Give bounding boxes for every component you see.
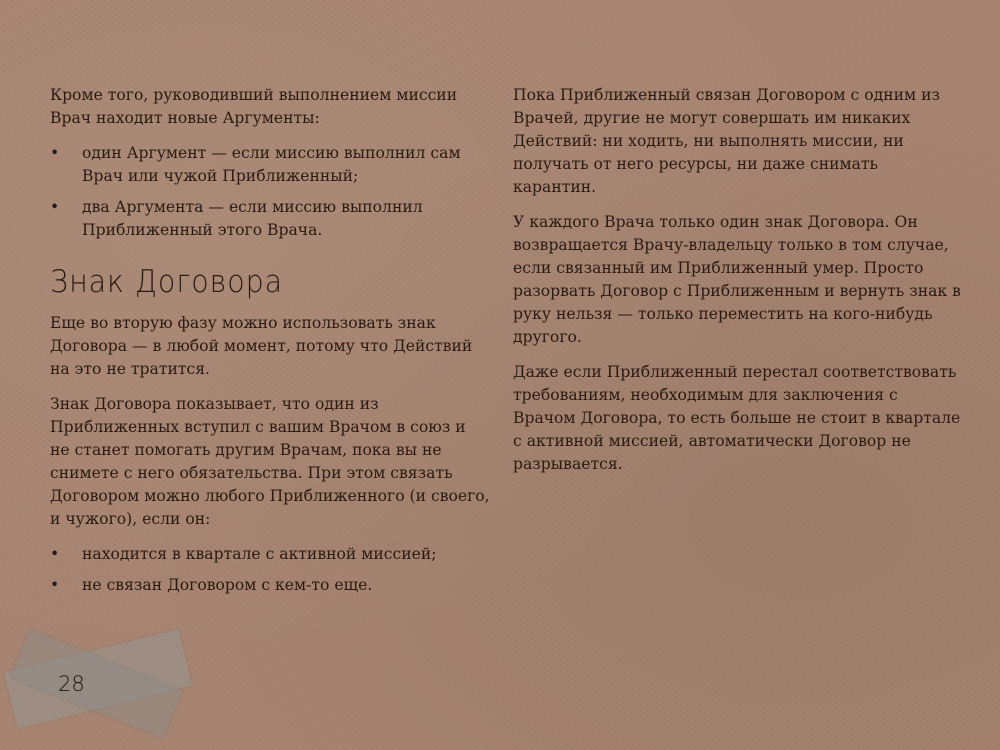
bullet-icon: • — [50, 545, 60, 563]
list-item — [50, 142, 490, 188]
body-paragraph: У каждого Врача только один знак Договора. Он возвращается Врачу-владельцу только в том случае, если связанный им Приближенный умер. Просто разорвать Договор с Приближенным и вернуть знак в руку нельзя — только переместить на кого-нибудь другого. — [513, 213, 961, 346]
list-item-text: не связан Договором с кем-то еще. — [82, 576, 373, 594]
body-paragraph: Пока Приближенный связан Договором с одним из Врачей, другие не могут совершать им никаких Действий: ни ходить, ни выполнять миссии, ни получать от него ресурсы, ни даже снимать карантин. — [513, 86, 940, 196]
bullet-icon: • — [50, 198, 60, 216]
list-item — [50, 543, 490, 566]
page-number: 28 — [58, 672, 85, 696]
list-item-text: два Аргумента — если миссию выполнил Приближенный этого Врача. — [82, 198, 423, 239]
argument-bullet-list — [50, 142, 490, 242]
list-item — [50, 574, 490, 597]
right-column — [513, 84, 963, 488]
left-column — [50, 84, 490, 609]
list-item-text: находится в квартале с активной миссией; — [82, 545, 437, 563]
body-paragraph: Еще во вторую фазу можно использовать знак Договора — в любой момент, потому что Действий на это не тратится. — [50, 314, 473, 378]
body-paragraph: Даже если Приближенный перестал соответствовать требованиям, необходимым для заключения с Врачом Договора, то есть больше не стоит в квартале с активной миссией, автоматически Договор не разрывается. — [513, 363, 961, 473]
list-item-text: один Аргумент — если миссию выполнил сам Врач или чужой Приближенный; — [82, 144, 461, 185]
body-paragraph: Знак Договора показывает, что один из Приближенных вступил с вашим Врачом в союз и не станет помогать другим Врачам, пока вы не снимете с него обязательства. При этом связать Договором можно любого Приближенного (и своего, и чужого), если он: — [50, 395, 490, 528]
list-item — [50, 196, 490, 242]
condition-bullet-list — [50, 543, 490, 597]
bullet-icon: • — [50, 144, 60, 162]
section-heading: Знак Договора — [50, 264, 284, 300]
bullet-icon: • — [50, 576, 60, 594]
intro-paragraph: Кроме того, руководивший выполнением миссии Врач находит новые Аргументы: — [50, 86, 458, 127]
